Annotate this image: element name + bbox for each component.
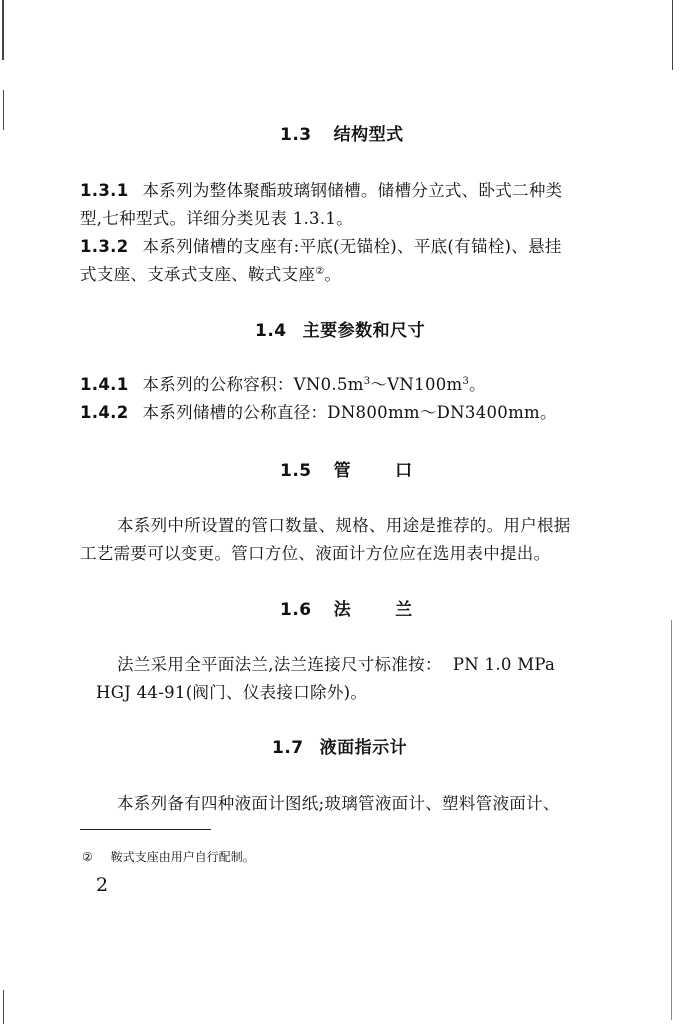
paragraph-text: 法兰采用全平面法兰,法兰连接尺寸标准按： PN 1.0 MPa (117, 655, 556, 674)
clause-1-4-2 (80, 399, 557, 423)
section-title-part2: 口 (395, 461, 413, 481)
scan-edge-right (672, 0, 673, 70)
section-heading-1-6 (280, 595, 413, 620)
clause-text: 。 (469, 375, 486, 394)
section-number: 1.5 (280, 461, 312, 481)
clause-number: 1.3.1 (80, 181, 129, 200)
clause-text: 型,七种型式。详细分类见表 1.3.1。 (80, 209, 353, 228)
footnote-text: 鞍式支座由用户自行配制。 (110, 850, 255, 864)
clause-text: ～VN100m (370, 375, 463, 394)
footnote-separator (80, 829, 211, 830)
paragraph-1-5-line2 (80, 540, 550, 564)
scan-edge-left-lower (3, 90, 4, 130)
section-number: 1.6 (280, 600, 312, 620)
footnote-mark: ② (82, 850, 93, 864)
clause-1-3-1-line2 (80, 205, 353, 229)
section-heading-1-3 (280, 120, 404, 145)
paragraph-1-6-line2 (96, 679, 367, 703)
page-number: 2 (96, 874, 109, 896)
clause-number: 1.3.2 (80, 237, 129, 256)
clause-text-end: 。 (324, 265, 342, 284)
section-heading-1-4 (255, 316, 425, 341)
footnote (82, 848, 255, 865)
paragraph-1-7-line1 (117, 790, 560, 814)
clause-text: 本系列的公称容积：VN0.5m (142, 375, 364, 394)
paragraph-1-5-line1 (117, 512, 571, 536)
footnote-reference: ② (315, 266, 325, 277)
clause-number: 1.4.1 (80, 375, 129, 394)
clause-1-3-2-line2 (80, 261, 341, 285)
clause-text: 式支座、支承式支座、鞍式支座 (80, 265, 316, 284)
clause-1-3-2-line1 (80, 233, 562, 257)
section-title-part1: 法 (333, 600, 352, 620)
section-title: 结构型式 (333, 125, 404, 145)
paragraph-text: 本系列备有四种液面计图纸;玻璃管液面计、塑料管液面计、 (117, 794, 560, 813)
clause-number: 1.4.2 (80, 403, 129, 422)
section-title-part1: 管 (333, 461, 352, 481)
superscript-3: 3 (462, 376, 470, 387)
scan-edge-right-lower (671, 620, 672, 1020)
section-heading-1-7 (272, 733, 407, 758)
section-number: 1.7 (272, 738, 304, 758)
clause-1-4-1 (80, 371, 486, 395)
paragraph-text: 本系列中所设置的管口数量、规格、用途是推荐的。用户根据 (117, 516, 571, 535)
superscript-3: 3 (363, 376, 371, 387)
scan-edge-left (2, 0, 4, 60)
clause-text: 本系列为整体聚酯玻璃钢储槽。储槽分立式、卧式二种类 (142, 181, 563, 200)
paragraph-1-6-line1 (117, 651, 555, 675)
section-title: 液面指示计 (319, 738, 408, 758)
scan-edge-left-bottom (3, 990, 4, 1024)
paragraph-text: 工艺需要可以变更。管口方位、液面计方位应在选用表中提出。 (80, 544, 551, 563)
section-number: 1.3 (280, 125, 312, 145)
section-heading-1-5 (280, 456, 413, 481)
clause-text: 本系列储槽的支座有:平底(无锚栓)、平底(有锚栓)、悬挂 (142, 237, 562, 256)
section-title: 主要参数和尺寸 (302, 321, 426, 341)
clause-text: 本系列储槽的公称直径：DN800mm～DN3400mm。 (142, 403, 557, 422)
paragraph-text: HGJ 44-91(阀门、仪表接口除外)。 (96, 683, 368, 702)
section-number: 1.4 (255, 321, 287, 341)
clause-1-3-1-line1 (80, 177, 562, 201)
section-title-part2: 兰 (395, 600, 413, 620)
